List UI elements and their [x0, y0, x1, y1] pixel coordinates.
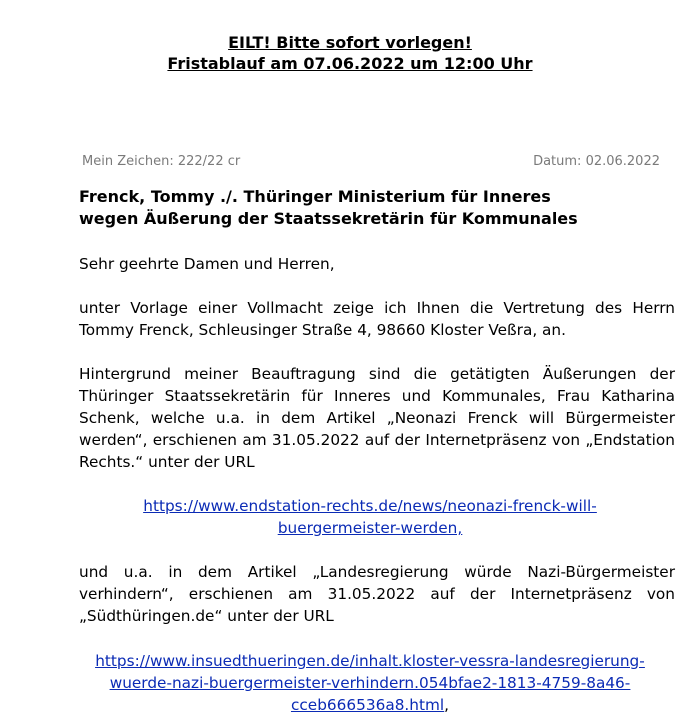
url-insuedthueringen-line3[interactable]: cceb666536a8.html — [290, 696, 445, 714]
url-insuedthueringen[interactable] — [40, 650, 700, 716]
paragraph-background: Hintergrund meiner Beauftragung sind die getätigten Äußerungen der Thüringer Staatssekretärin für Inneres und Kommunales, Frau Katharina Schenk, welche u.a. in dem Artikel „Neonazi Frenck will Bürgermeister werden“, erschienen am 31.05.2022 auf der Internetpräsenz von „Endstation Rechts.“ unter der URL — [79, 365, 675, 471]
urgent-header — [0, 32, 700, 74]
subject-parties: Frenck, Tommy ./. Thüringer Ministerium für Inneres — [79, 187, 551, 206]
urgent-notice: EILT! Bitte sofort vorlegen! — [228, 33, 472, 52]
url-trailing-comma: , — [444, 696, 450, 714]
reference-line — [82, 154, 660, 169]
url-endstation-rechts[interactable] — [40, 495, 700, 539]
url-endstation-line1[interactable]: https://www.endstation-rechts.de/news/neonazi-frenck-will- — [143, 497, 597, 515]
deadline-notice: Fristablauf am 07.06.2022 um 12:00 Uhr — [167, 54, 533, 73]
paragraph-second-article: und u.a. in dem Artikel „Landesregierung würde Nazi-Bürgermeister verhindern“, erschienen am 31.05.2022 auf der Internetpräsenz von „Südthüringen.de“ unter der URL — [79, 563, 675, 625]
url-endstation-line2[interactable]: buergermeister-werden, — [277, 519, 463, 537]
salutation: Sehr geehrte Damen und Herren, — [79, 255, 335, 273]
url-insuedthueringen-line1[interactable]: https://www.insuedthueringen.de/inhalt.kloster-vessra-landesregierung- — [95, 652, 645, 670]
paragraph-representation: unter Vorlage einer Vollmacht zeige ich Ihnen die Vertretung des Herrn Tommy Frenck, Schleusinger Straße 4, 98660 Kloster Veßra, an. — [79, 299, 675, 339]
url-insuedthueringen-line2[interactable]: wuerde-nazi-buergermeister-verhindern.054bfae2-1813-4759-8a46- — [109, 674, 631, 692]
letter-date: Datum: 02.06.2022 — [533, 154, 660, 169]
subject-line — [79, 186, 679, 230]
reference-number: Mein Zeichen: 222/22 cr — [82, 154, 241, 169]
subject-matter: wegen Äußerung der Staatssekretärin für Kommunales — [79, 209, 578, 228]
